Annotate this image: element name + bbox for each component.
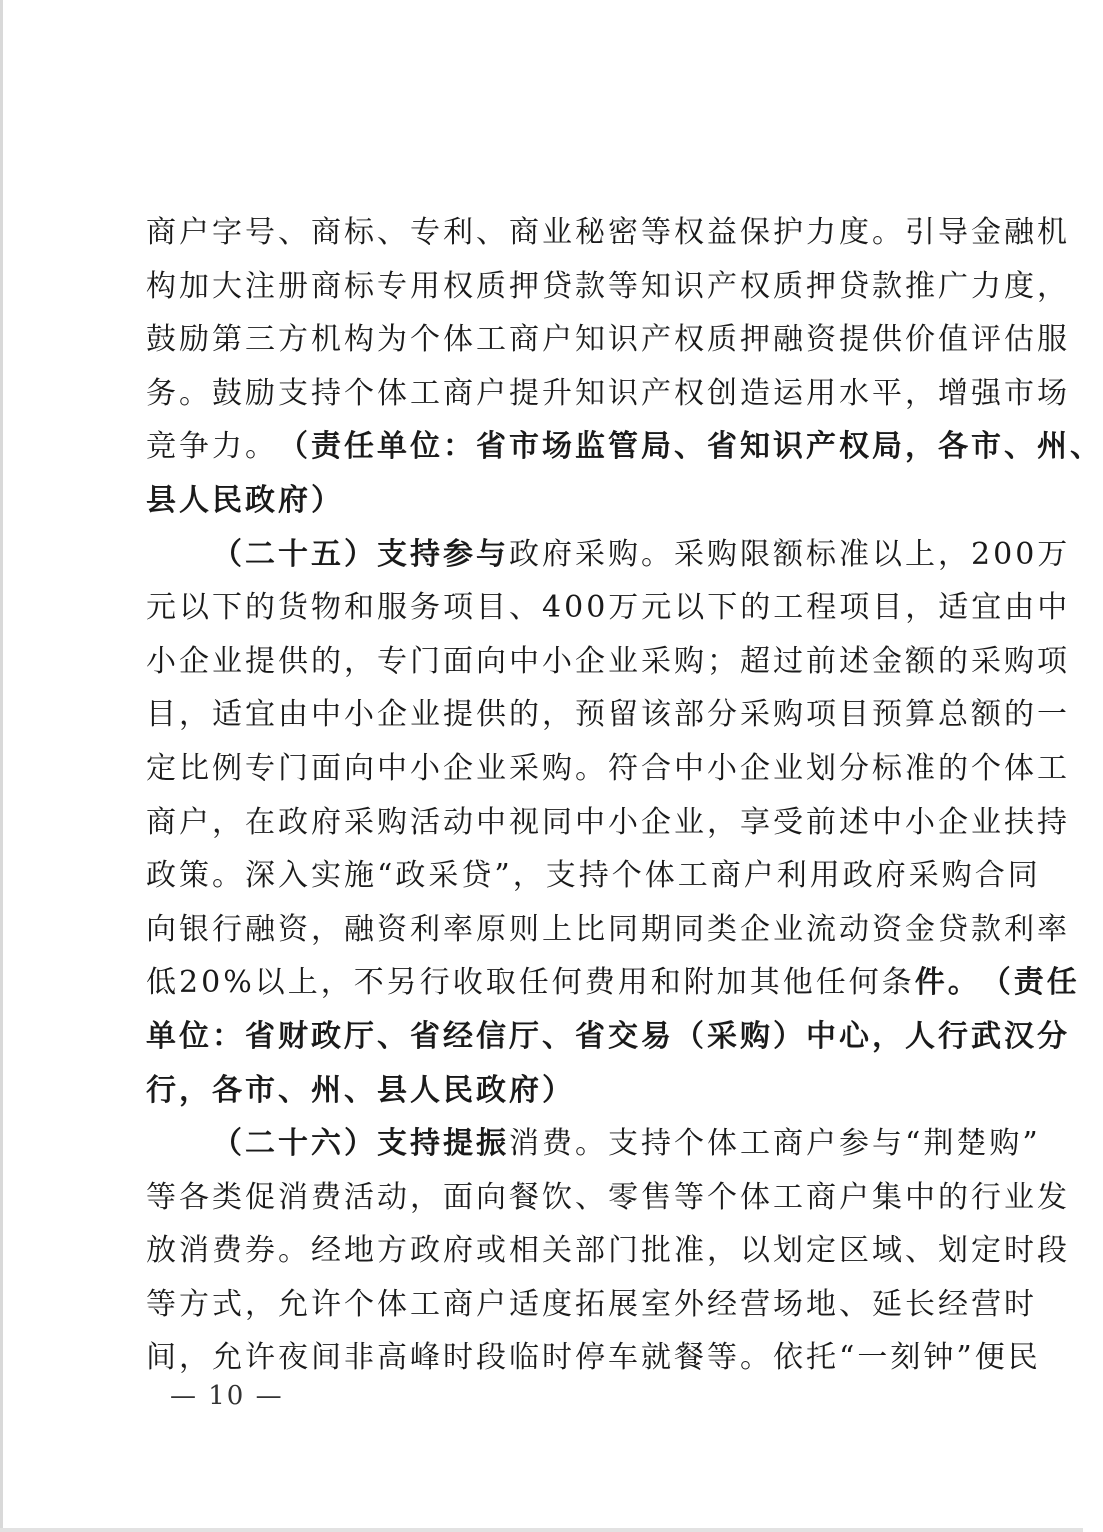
text-line: 竞 争 力 。 （ 责 任 单 位 ： 省 市 场 监 管 局 、 省 知 识 产 权 局 ， 各 市 、 州 、 (146, 429, 1103, 465)
text-line: 构 加 大 注 册 商 标 专 用 权 质 押 贷 款 等 知 识 产 权 质 押 贷 款 推 广 力 度 ， (146, 268, 1070, 304)
text-line: 向 银 行 融 资 ， 融 资 利 率 原 则 上 比 同 期 同 类 企 业 流 动 资 金 贷 款 利 率 (146, 911, 1070, 947)
text-line: 元 以 下 的 货 物 和 服 务 项 目 、 4 0 0 万 元 以 下 的 工 程 项 目 ， 适 宜 由 中 (146, 590, 1071, 626)
text-line: 等 各 类 促 消 费 活 动 ， 面 向 餐 饮 、 零 售 等 个 体 工 商 户 集 中 的 行 业 发 (146, 1179, 1070, 1215)
text-line: 单 位 ： 省 财 政 厅 、 省 经 信 厅 、 省 交 易 （ 采 购 ） 中 心 ， 人 行 武 汉 分 (146, 1018, 1070, 1054)
text-line: 鼓 励 第 三 方 机 构 为 个 体 工 商 户 知 识 产 权 质 押 融 资 提 供 价 值 评 估 服 (146, 322, 1070, 358)
text-line: 低 2 0 % 以 上 ， 不 另 行 收 取 任 何 费 用 和 附 加 其 他 任 何 条 件 。 （ 责 任 (146, 965, 1080, 1001)
scan-bottom-edge (0, 1528, 1083, 1532)
text-line: （ 二 十 六 ） 支 持 提 振 消 费 。 支 持 个 体 工 商 户 参 与 “ 荆 楚 购 ” (212, 1126, 1041, 1162)
text-line: 商 户 字 号 、 商 标 、 专 利 、 商 业 秘 密 等 权 益 保 护 力 度 。 引 导 金 融 机 (146, 215, 1070, 250)
text-line: 定 比 例 专 门 面 向 中 小 企 业 采 购 。 符 合 中 小 企 业 划 分 标 准 的 个 体 工 (146, 750, 1070, 786)
scan-left-edge (0, 0, 3, 1532)
text-line: 放 消 费 券 。 经 地 方 政 府 或 相 关 部 门 批 准 ， 以 划 定 区 域 、 划 定 时 段 (146, 1233, 1070, 1269)
text-line: 等 方 式 ， 允 许 个 体 工 商 户 适 度 拓 展 室 外 经 营 场 地 、 延 长 经 营 时 (146, 1286, 1037, 1322)
text-line: 间 ， 允 许 夜 间 非 高 峰 时 段 临 时 停 车 就 餐 等 。 依 托 “ 一 刻 钟 ” 便 民 (146, 1340, 1041, 1376)
page-number: — 10 — (170, 1381, 284, 1411)
text-line: （ 二 十 五 ） 支 持 参 与 政 府 采 购 。 采 购 限 额 标 准 以 上 ， 2 0 0 万 (212, 536, 1071, 572)
text-line: 小 企 业 提 供 的 ， 专 门 面 向 中 小 企 业 采 购 ； 超 过 前 述 金 额 的 采 购 项 (146, 643, 1070, 679)
text-line: 行 ， 各 市 、 州 、 县 人 民 政 府 ） (146, 1072, 575, 1108)
document-body (146, 206, 1103, 1385)
text-line: 目 ， 适 宜 由 中 小 企 业 提 供 的 ， 预 留 该 部 分 采 购 项 目 预 算 总 额 的 一 (146, 697, 1070, 733)
text-line: 县 人 民 政 府 ） (146, 482, 344, 518)
text-line: 务 。 鼓 励 支 持 个 体 工 商 户 提 升 知 识 产 权 创 造 运 用 水 平 ， 增 强 市 场 (146, 375, 1070, 411)
text-line: 商 户 ， 在 政 府 采 购 活 动 中 视 同 中 小 企 业 ， 享 受 前 述 中 小 企 业 扶 持 (146, 804, 1070, 840)
text-line: 政 策 。 深 入 实 施 “ 政 采 贷 ” ， 支 持 个 体 工 商 户 利 用 政 府 采 购 合 同 (146, 858, 1041, 894)
